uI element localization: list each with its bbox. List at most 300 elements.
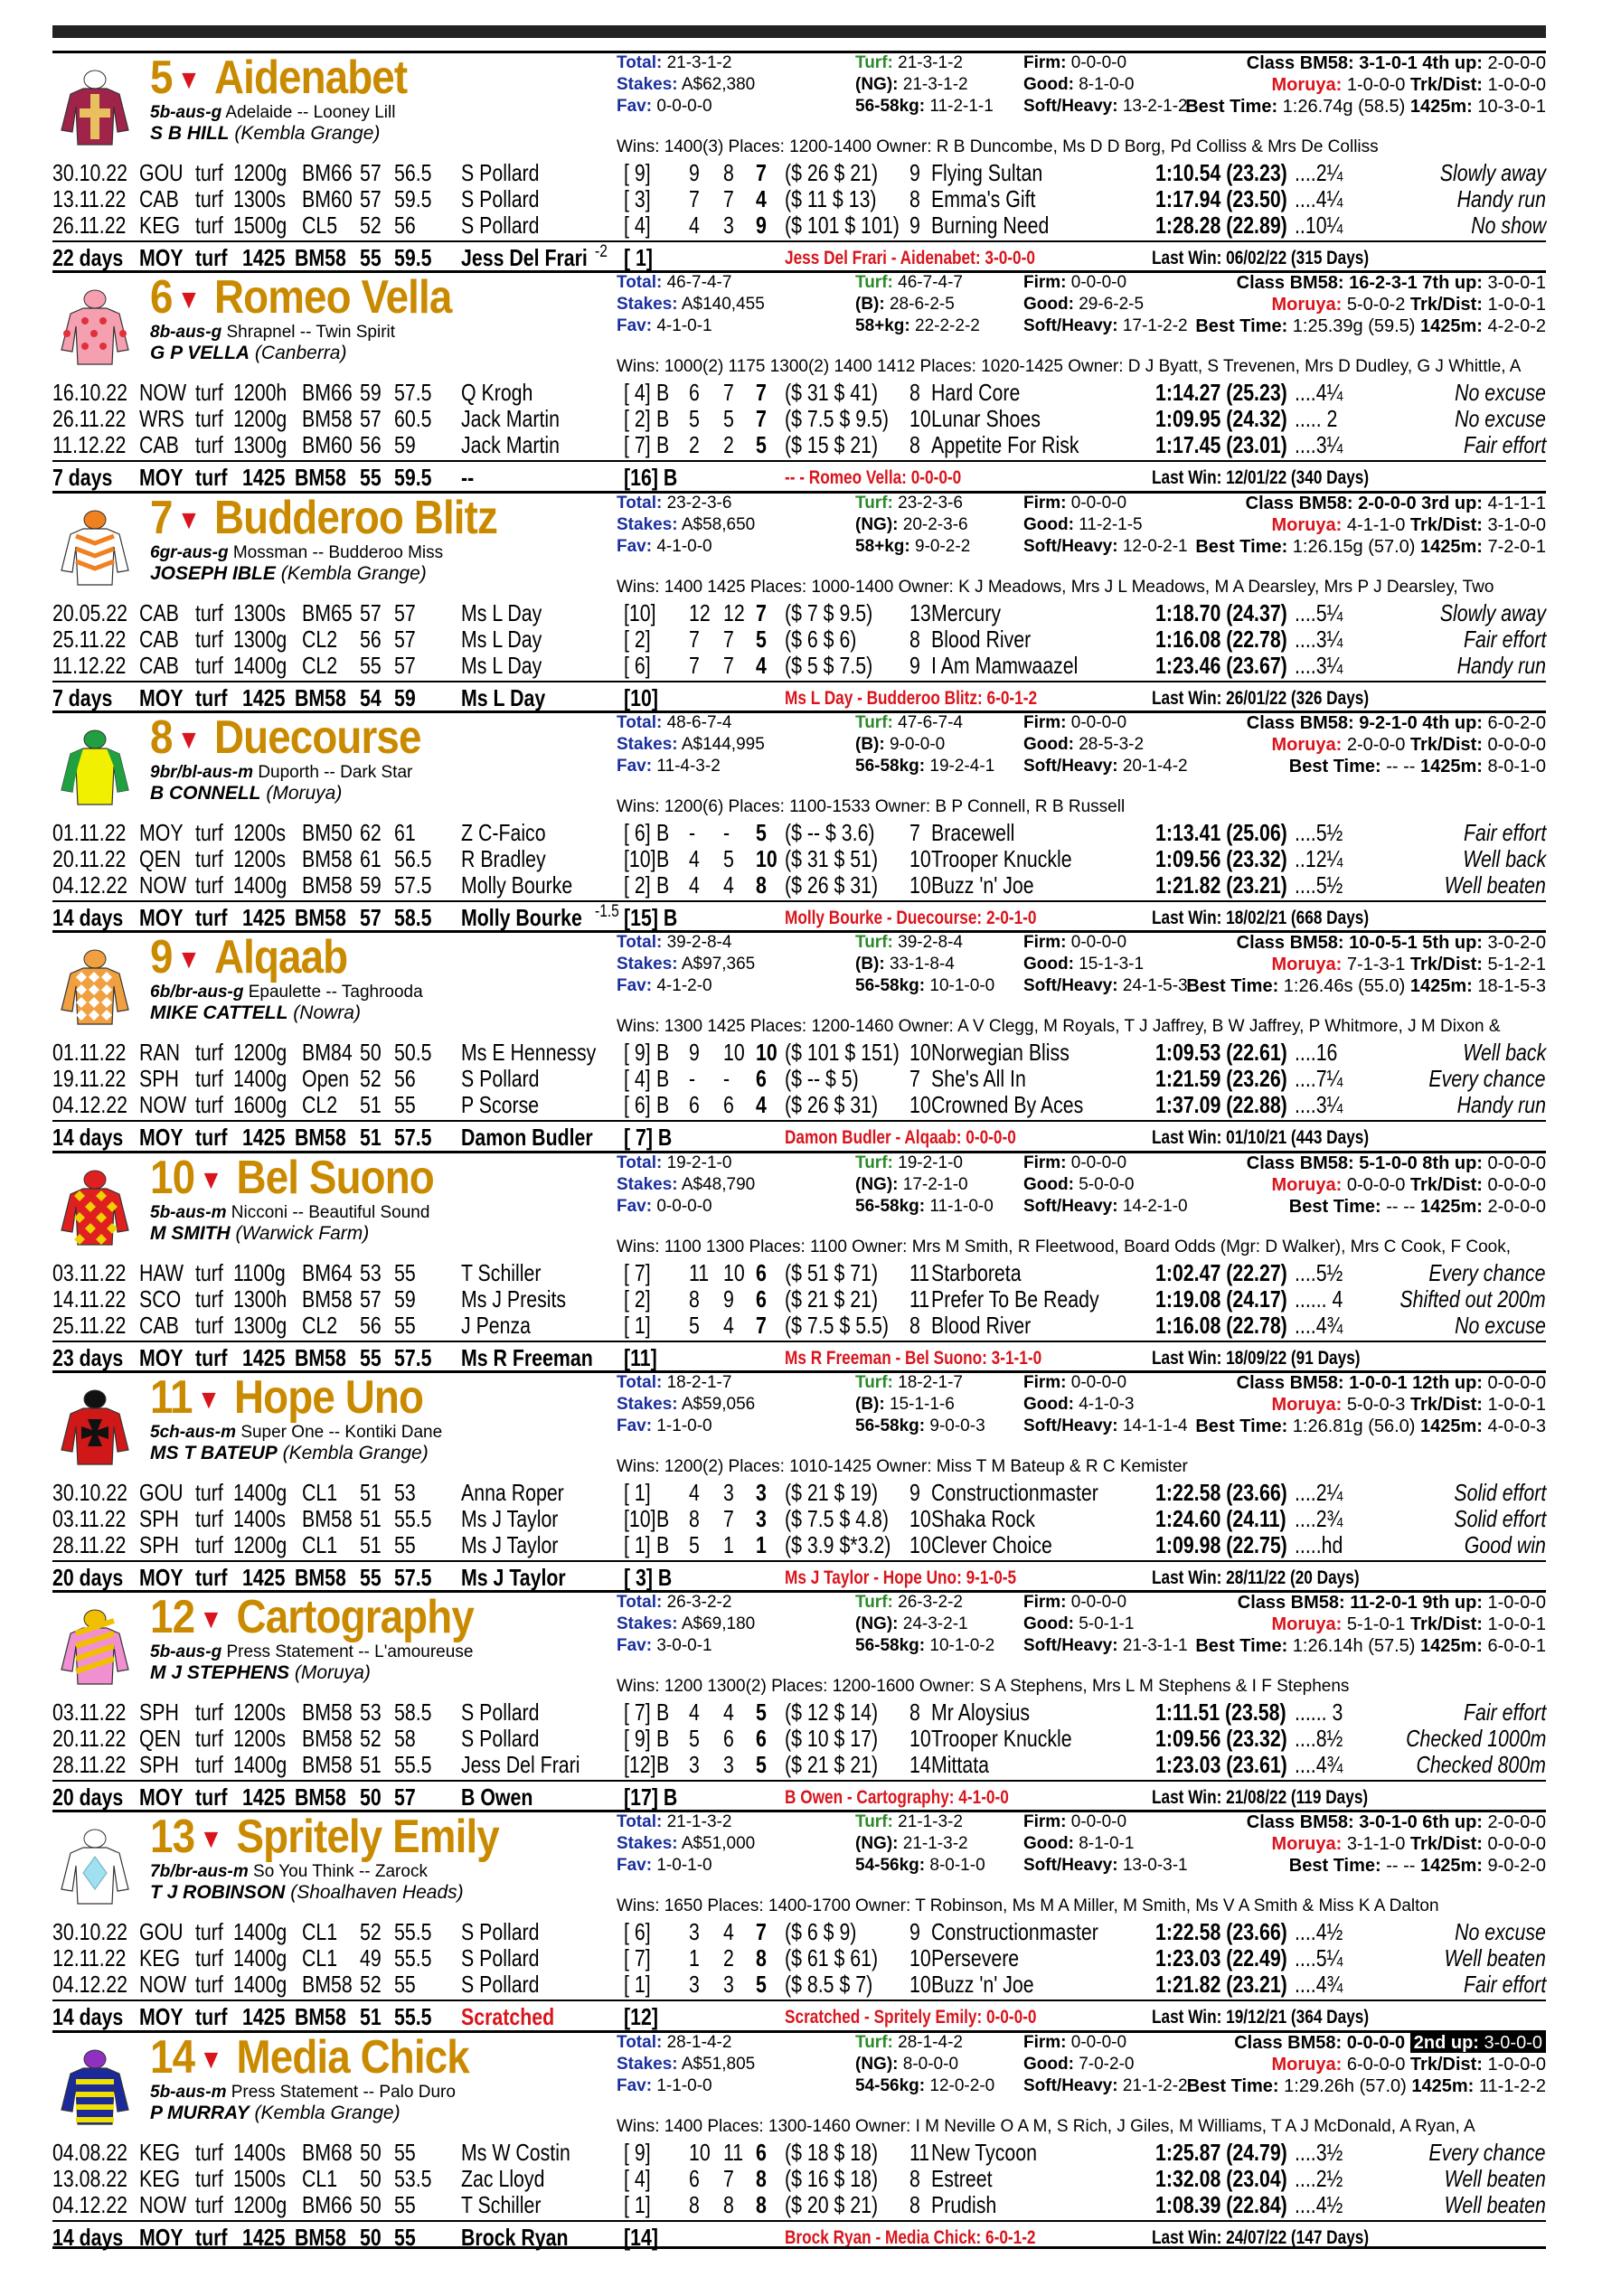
trainer-location: (Warwick Farm) bbox=[235, 1223, 370, 1244]
run-row bbox=[52, 379, 1546, 405]
class-record: Class BM58: 0-0-0-0 2nd up: 3-0-0-0 bbox=[1187, 2032, 1546, 2054]
run-mgn: ....2½ bbox=[1295, 2165, 1343, 2192]
next-rat: 55 bbox=[360, 244, 382, 271]
run-rat: 51 bbox=[360, 1531, 382, 1558]
condition-record: (NG): 17-2-1-0 bbox=[855, 1175, 968, 1194]
run-winner: Emma's Gift bbox=[931, 185, 1036, 212]
run-fs: 8 bbox=[909, 2165, 920, 2192]
venue-record: Moruya: 0-0-0-0 Trk/Dist: 0-0-0-0 bbox=[1271, 1175, 1546, 1195]
run-cls: CL1 bbox=[302, 1918, 338, 1945]
best-time: Best Time: 1:25.39g (59.5) 1425m: 4-2-0-2 bbox=[1195, 316, 1546, 336]
prize-money: Stakes: A$58,650 bbox=[617, 515, 756, 534]
condition-record: (B): 28-6-2-5 bbox=[855, 295, 955, 314]
down-triangle-icon: ▼ bbox=[176, 505, 201, 536]
next-wt: 59 bbox=[394, 684, 416, 711]
run-time: 1:23.03 (23.61) bbox=[1155, 1751, 1287, 1778]
turf-record: Turf: 19-2-1-0 bbox=[855, 1153, 963, 1172]
run-row bbox=[52, 1971, 1546, 1997]
up-record: 3rd up: 4-1-1-1 bbox=[1421, 494, 1546, 513]
run-jockey: Molly Bourke bbox=[461, 871, 573, 899]
prize-money: Stakes: A$69,180 bbox=[617, 1614, 756, 1633]
last-win: Last Win: 18/09/22 (91 Days) bbox=[1152, 1348, 1361, 1369]
run-date: 16.10.22 bbox=[52, 379, 127, 406]
run-b: B bbox=[656, 845, 670, 872]
run-winner: Estreet bbox=[931, 2165, 993, 2192]
career-stats bbox=[617, 712, 765, 777]
breeding bbox=[150, 1203, 429, 1223]
run-p2: 10 bbox=[723, 1039, 745, 1066]
down-triangle-icon: ▼ bbox=[176, 725, 201, 756]
condition-record: (NG): 20-2-3-6 bbox=[855, 515, 968, 534]
soft-record: Soft/Heavy: 13-0-3-1 bbox=[1023, 1856, 1188, 1875]
run-dist: 1100g bbox=[233, 1259, 286, 1286]
run-b: B bbox=[656, 1725, 670, 1752]
next-cls: BM58 bbox=[295, 1783, 346, 1811]
run-rat: 61 bbox=[360, 845, 382, 872]
run-comment: Well back bbox=[1462, 1039, 1546, 1066]
trainer bbox=[150, 123, 380, 145]
run-sp: ($ 6 $ 9) bbox=[785, 1918, 857, 1945]
career-total: Total: 21-3-1-2 bbox=[617, 53, 732, 72]
track-stats bbox=[1023, 52, 1188, 118]
run-p1: 3 bbox=[689, 1971, 700, 1998]
run-winner: Buzz 'n' Joe bbox=[931, 1971, 1034, 1998]
run-comment: Well beaten bbox=[1444, 871, 1546, 899]
run-wt: 55 bbox=[394, 1259, 416, 1286]
run-cls: Open bbox=[302, 1065, 350, 1092]
run-fs: 8 bbox=[909, 379, 920, 406]
run-bar: [ 7] bbox=[624, 1944, 651, 1971]
run-fs: 7 bbox=[909, 1065, 920, 1092]
condition-record: (NG): 21-1-3-2 bbox=[855, 1834, 968, 1853]
track-stats bbox=[1023, 272, 1188, 337]
run-fin: 7 bbox=[756, 379, 767, 406]
saddle-number: 12 bbox=[150, 1591, 195, 1643]
good-record: Good: 5-0-1-1 bbox=[1023, 1614, 1135, 1633]
run-dist: 1300h bbox=[233, 1285, 287, 1313]
down-triangle-icon: ▼ bbox=[199, 1604, 222, 1635]
run-p1: 4 bbox=[689, 212, 700, 239]
surface-stats bbox=[855, 272, 980, 337]
age-sex: 5b-aus-m bbox=[150, 2083, 227, 2102]
venue-record: Moruya: 1-0-0-0 Trk/Dist: 1-0-0-0 bbox=[1271, 75, 1546, 95]
run-cls: BM50 bbox=[302, 819, 353, 846]
run-bar: [ 1] bbox=[624, 1312, 651, 1339]
run-wt: 57 bbox=[394, 599, 416, 626]
saddle-number: 11 bbox=[150, 1371, 193, 1424]
favourite-record: Fav: 4-1-0-1 bbox=[617, 316, 712, 335]
trainer-location: (Moruya) bbox=[266, 783, 343, 804]
run-bar: [ 1] bbox=[624, 1971, 651, 1998]
horse-name: Budderoo Blitz bbox=[213, 492, 498, 544]
run-trk: CAB bbox=[139, 1312, 179, 1339]
run-time: 1:32.08 (23.04) bbox=[1155, 2165, 1287, 2192]
class-record: Class BM58: 3-0-1-0 6th up: 2-0-0-0 bbox=[1246, 1812, 1546, 1832]
horse-title bbox=[150, 930, 347, 984]
run-fs: 8 bbox=[909, 2191, 920, 2218]
surface-stats bbox=[855, 1372, 985, 1437]
next-days: 14 days bbox=[52, 2224, 124, 2251]
top-rule bbox=[52, 25, 1546, 38]
saddle-number: 10 bbox=[150, 1152, 195, 1204]
run-b: B bbox=[656, 1531, 670, 1558]
soft-record: Soft/Heavy: 13-2-1-2 bbox=[1023, 97, 1188, 116]
run-jockey: S Pollard bbox=[461, 212, 540, 239]
run-mgn: ....4¾ bbox=[1295, 1971, 1343, 1998]
run-comment: Handy run bbox=[1456, 652, 1546, 679]
run-row bbox=[52, 1531, 1546, 1557]
next-cls: BM58 bbox=[295, 1124, 346, 1151]
run-mgn: ....3¼ bbox=[1295, 1091, 1343, 1118]
age-sex: 5b-aus-g bbox=[150, 1642, 222, 1661]
run-bar: [ 6] bbox=[624, 819, 651, 846]
run-sp: ($ 6 $ 6) bbox=[785, 626, 857, 653]
age-sex: 9br/bl-aus-m bbox=[150, 763, 254, 782]
trainer-location: (Kembla Grange) bbox=[282, 1443, 429, 1463]
favourite-record: Fav: 1-1-0-0 bbox=[617, 2076, 712, 2095]
run-wt: 55.5 bbox=[394, 1944, 432, 1971]
run-sp: ($ 7.5 $ 4.8) bbox=[785, 1505, 889, 1532]
run-dist: 1200s bbox=[233, 819, 287, 846]
run-date: 04.08.22 bbox=[52, 2139, 127, 2166]
next-bar: [ 7] B bbox=[624, 1124, 673, 1151]
run-dist: 1200s bbox=[233, 1698, 287, 1726]
next-cls: BM58 bbox=[295, 904, 346, 931]
up-record: 7th up: 3-0-0-1 bbox=[1422, 273, 1546, 293]
good-record: Good: 8-1-0-1 bbox=[1023, 1834, 1135, 1853]
run-comment: Fair effort bbox=[1463, 1698, 1546, 1726]
next-jockey: Brock Ryan bbox=[461, 2224, 569, 2251]
next-trk: MOY bbox=[139, 1783, 184, 1811]
run-jockey: Q Krogh bbox=[461, 379, 533, 406]
run-jockey: Ms L Day bbox=[461, 626, 542, 653]
run-wt: 59 bbox=[394, 431, 416, 458]
run-jockey: R Bradley bbox=[461, 845, 546, 872]
run-trk: NOW bbox=[139, 871, 187, 899]
run-surf: turf bbox=[195, 652, 223, 679]
run-p2: 6 bbox=[723, 1725, 734, 1752]
next-jockey: B Owen bbox=[461, 1783, 533, 1811]
run-bar: [ 1] bbox=[624, 2191, 651, 2218]
run-rat: 51 bbox=[360, 1479, 382, 1506]
run-time: 1:09.56 (23.32) bbox=[1155, 1725, 1287, 1752]
run-cls: BM58 bbox=[302, 1505, 353, 1532]
horse-name: Duecourse bbox=[213, 711, 421, 764]
run-rat: 51 bbox=[360, 1751, 382, 1778]
run-mgn: ....16 bbox=[1295, 1039, 1338, 1066]
run-fs: 9 bbox=[909, 159, 920, 186]
run-p1: 12 bbox=[689, 599, 711, 626]
run-jockey: Ms J Presits bbox=[461, 1285, 567, 1313]
run-bar: [ 7] bbox=[624, 1259, 651, 1286]
class-record: Class BM58: 9-2-1-0 4th up: 6-0-2-0 bbox=[1246, 713, 1546, 733]
run-comment: Fair effort bbox=[1463, 626, 1546, 653]
soft-record: Soft/Heavy: 21-3-1-1 bbox=[1023, 1636, 1188, 1655]
run-mgn: ..10¼ bbox=[1295, 212, 1343, 239]
run-time: 1:21.82 (23.21) bbox=[1155, 1971, 1287, 1998]
run-comment: Well beaten bbox=[1444, 1944, 1546, 1971]
run-fs: 10 bbox=[909, 1039, 931, 1066]
run-winner: Flying Sultan bbox=[931, 159, 1043, 186]
next-jockey: Scratched bbox=[461, 2003, 555, 2030]
condition-record: (B): 9-0-0-0 bbox=[855, 735, 946, 754]
run-p2: 12 bbox=[723, 599, 745, 626]
age-sex: 5b-aus-g bbox=[150, 103, 222, 122]
run-comment: Handy run bbox=[1456, 1091, 1546, 1118]
run-p1: 8 bbox=[689, 1505, 700, 1532]
favourite-record: Fav: 4-1-2-0 bbox=[617, 976, 712, 995]
trainer-name: P MURRAY bbox=[150, 2103, 250, 2123]
run-jockey: P Scorse bbox=[461, 1091, 540, 1118]
run-trk: NOW bbox=[139, 1091, 187, 1118]
run-p2: 8 bbox=[723, 2191, 734, 2218]
good-record: Good: 29-6-2-5 bbox=[1023, 295, 1145, 314]
run-comment: No excuse bbox=[1455, 405, 1546, 432]
down-triangle-icon: ▼ bbox=[176, 945, 201, 975]
todays-race bbox=[52, 460, 1546, 493]
run-trk: GOU bbox=[139, 159, 184, 186]
run-p1: 9 bbox=[689, 1039, 700, 1066]
run-surf: turf bbox=[195, 1479, 223, 1506]
run-bar: [ 2] bbox=[624, 871, 651, 899]
up-record: 5th up: 3-0-2-0 bbox=[1422, 933, 1546, 953]
run-time: 1:23.46 (23.67) bbox=[1155, 652, 1287, 679]
last-win: Last Win: 28/11/22 (20 Days) bbox=[1152, 1567, 1360, 1588]
run-sp: ($ 15 $ 21) bbox=[785, 431, 879, 458]
class-record: Class BM58: 16-2-3-1 7th up: 3-0-0-1 bbox=[1236, 273, 1546, 293]
run-cls: CL2 bbox=[302, 652, 338, 679]
run-mgn: ....8½ bbox=[1295, 1725, 1343, 1752]
run-surf: turf bbox=[195, 1531, 223, 1558]
run-p1: 7 bbox=[689, 652, 700, 679]
next-bar: [17] B bbox=[624, 1783, 678, 1811]
wins-owner: Wins: 1400(3) Places: 1200-1400 Owner: R B Duncombe, Ms D D Borg, Pd Colliss & Mrs De Colliss bbox=[617, 137, 1379, 156]
pedigree: Press Statement -- L'amoureuse bbox=[226, 1642, 474, 1661]
run-date: 20.05.22 bbox=[52, 599, 127, 626]
run-date: 28.11.22 bbox=[52, 1751, 127, 1778]
recent-runs bbox=[52, 2139, 1546, 2217]
run-cls: BM60 bbox=[302, 185, 353, 212]
next-rat: 54 bbox=[360, 684, 382, 711]
next-bar: [14] bbox=[624, 2224, 658, 2251]
next-bar: [16] B bbox=[624, 464, 678, 491]
career-total: Total: 21-1-3-2 bbox=[617, 1812, 732, 1831]
run-fs: 10 bbox=[909, 871, 931, 899]
run-fs: 9 bbox=[909, 1479, 920, 1506]
run-p1: 3 bbox=[689, 1751, 700, 1778]
run-date: 26.11.22 bbox=[52, 212, 127, 239]
breeding bbox=[150, 543, 443, 563]
todays-race bbox=[52, 681, 1546, 713]
last-win: Last Win: 01/10/21 (443 Days) bbox=[1152, 1127, 1370, 1148]
next-cls: BM58 bbox=[295, 2003, 346, 2030]
run-surf: turf bbox=[195, 1285, 223, 1313]
trainer-location: (Moruya) bbox=[294, 1662, 371, 1683]
down-triangle-icon: ▼ bbox=[199, 1824, 222, 1855]
run-wt: 55 bbox=[394, 1312, 416, 1339]
run-mgn: ....5½ bbox=[1295, 871, 1343, 899]
horse-title bbox=[150, 491, 497, 545]
run-dist: 1200s bbox=[233, 845, 287, 872]
run-jockey: J Penza bbox=[461, 1312, 532, 1339]
run-fin: 5 bbox=[756, 1698, 767, 1726]
run-fin: 10 bbox=[756, 1039, 777, 1066]
career-stats bbox=[617, 932, 755, 997]
jockey-horse-record: Scratched - Spritely Emily: 0-0-0-0 bbox=[785, 2007, 1037, 2028]
run-trk: RAN bbox=[139, 1039, 181, 1066]
good-record: Good: 15-1-3-1 bbox=[1023, 955, 1145, 974]
run-winner: She's All In bbox=[931, 1065, 1026, 1092]
run-bar: [ 4] bbox=[624, 2165, 651, 2192]
run-dist: 1400g bbox=[233, 871, 287, 899]
last-win: Last Win: 26/01/22 (326 Days) bbox=[1152, 688, 1370, 709]
trainer-location: (Kembla Grange) bbox=[254, 2103, 400, 2123]
run-surf: turf bbox=[195, 405, 223, 432]
jockey-horse-record: Damon Budler - Alqaab: 0-0-0-0 bbox=[785, 1127, 1016, 1148]
todays-race bbox=[52, 1780, 1546, 1812]
run-fs: 10 bbox=[909, 1971, 931, 1998]
turf-record: Turf: 26-3-2-2 bbox=[855, 1593, 963, 1612]
run-row bbox=[52, 652, 1546, 678]
career-total: Total: 28-1-4-2 bbox=[617, 2033, 732, 2052]
run-comment: Shifted out 200m bbox=[1399, 1285, 1546, 1313]
run-fs: 11 bbox=[909, 2139, 930, 2166]
run-fin: 5 bbox=[756, 626, 767, 653]
run-dist: 1400g bbox=[233, 1971, 287, 1998]
run-row bbox=[52, 2139, 1546, 2165]
run-p1: - bbox=[689, 819, 696, 846]
run-surf: turf bbox=[195, 1944, 223, 1971]
last-win: Last Win: 12/01/22 (340 Days) bbox=[1152, 467, 1370, 488]
next-dist: 1425 bbox=[242, 2003, 286, 2030]
career-total: Total: 23-2-3-6 bbox=[617, 494, 732, 513]
run-sp: ($ 101 $ 101) bbox=[785, 212, 900, 239]
horse-name: Bel Suono bbox=[236, 1152, 434, 1204]
run-row bbox=[52, 599, 1546, 626]
run-jockey: Ms W Costin bbox=[461, 2139, 570, 2166]
run-fin: 6 bbox=[756, 2139, 767, 2166]
weight-record: 58+kg: 22-2-2-2 bbox=[855, 316, 980, 335]
run-time: 1:37.09 (22.88) bbox=[1155, 1091, 1287, 1118]
prize-money: Stakes: A$97,365 bbox=[617, 955, 756, 974]
run-comment: Solid effort bbox=[1454, 1505, 1546, 1532]
run-row bbox=[52, 1751, 1546, 1777]
firm-record: Firm: 0-0-0-0 bbox=[1023, 713, 1127, 732]
pedigree: So You Think -- Zarock bbox=[253, 1862, 428, 1881]
next-cls: BM58 bbox=[295, 1344, 346, 1371]
run-cls: BM60 bbox=[302, 431, 353, 458]
run-mgn: ....4¾ bbox=[1295, 1312, 1343, 1339]
run-mgn: ...... 4 bbox=[1295, 1285, 1343, 1313]
horse-title bbox=[150, 1810, 499, 1864]
run-trk: WRS bbox=[139, 405, 184, 432]
firm-record: Firm: 0-0-0-0 bbox=[1023, 494, 1127, 513]
run-p1: 2 bbox=[689, 431, 700, 458]
run-comment: Every chance bbox=[1428, 1259, 1546, 1286]
run-dist: 1400g bbox=[233, 1479, 287, 1506]
run-fs: 14 bbox=[909, 1751, 931, 1778]
run-bar: [ 9] bbox=[624, 159, 651, 186]
run-trk: KEG bbox=[139, 1944, 181, 1971]
run-winner: Mr Aloysius bbox=[931, 1698, 1030, 1726]
run-comment: No excuse bbox=[1455, 1918, 1546, 1945]
career-total: Total: 46-7-4-7 bbox=[617, 273, 732, 292]
run-time: 1:09.98 (22.75) bbox=[1155, 1531, 1287, 1558]
run-trk: CAB bbox=[139, 626, 179, 653]
run-trk: NOW bbox=[139, 379, 187, 406]
run-wt: 59.5 bbox=[394, 185, 432, 212]
run-fin: 7 bbox=[756, 159, 767, 186]
run-dist: 1300g bbox=[233, 431, 287, 458]
run-cls: CL2 bbox=[302, 1091, 338, 1118]
run-surf: turf bbox=[195, 1725, 223, 1752]
run-row bbox=[52, 1065, 1546, 1091]
next-trk: MOY bbox=[139, 904, 184, 931]
down-triangle-icon: ▼ bbox=[199, 2045, 222, 2075]
run-date: 03.11.22 bbox=[52, 1698, 127, 1726]
run-row bbox=[52, 185, 1546, 212]
run-p1: 5 bbox=[689, 405, 700, 432]
next-trk: MOY bbox=[139, 1564, 184, 1591]
todays-race bbox=[52, 1341, 1546, 1373]
career-total: Total: 18-2-1-7 bbox=[617, 1373, 732, 1392]
class-stats bbox=[1187, 2032, 1546, 2097]
trainer-location: (Shoalhaven Heads) bbox=[290, 1882, 464, 1903]
wins-owner: Wins: 1200(2) Places: 1010-1425 Owner: Miss T M Bateup & R C Kemister bbox=[617, 1457, 1188, 1476]
wins-owner: Wins: 1300 1425 Places: 1200-1460 Owner: A V Clegg, M Royals, T J Jaffrey, B W Jaffrey, P Whitmore, J M Dixon & bbox=[617, 1017, 1501, 1036]
next-rat: 55 bbox=[360, 1344, 382, 1371]
run-wt: 53 bbox=[394, 1479, 416, 1506]
todays-race bbox=[52, 2000, 1546, 2032]
condition-record: (B): 33-1-8-4 bbox=[855, 955, 955, 974]
run-time: 1:09.56 (23.32) bbox=[1155, 845, 1287, 872]
run-fs: 11 bbox=[909, 1259, 930, 1286]
best-time: Best Time: 1:26.74g (58.5) 1425m: 10-3-0-1 bbox=[1185, 97, 1546, 117]
todays-race bbox=[52, 900, 1546, 933]
run-mgn: ....7¼ bbox=[1295, 1065, 1343, 1092]
next-wt: 57.5 bbox=[394, 1344, 432, 1371]
horse-name: Cartography bbox=[236, 1591, 474, 1643]
run-comment: No excuse bbox=[1455, 379, 1546, 406]
trainer-name: S B HILL bbox=[150, 123, 230, 144]
run-fin: 4 bbox=[756, 1091, 767, 1118]
horse-name: Romeo Vella bbox=[213, 271, 452, 324]
condition-record: (NG): 24-3-2-1 bbox=[855, 1614, 968, 1633]
run-winner: Starboreta bbox=[931, 1259, 1022, 1286]
run-fs: 10 bbox=[909, 405, 931, 432]
next-jockey: Jess Del Frari bbox=[461, 244, 588, 271]
run-winner: Shaka Rock bbox=[931, 1505, 1035, 1532]
run-time: 1:18.70 (24.37) bbox=[1155, 599, 1287, 626]
horse-title bbox=[150, 270, 451, 325]
run-comment: No show bbox=[1471, 212, 1546, 239]
saddle-number: 6 bbox=[150, 271, 173, 324]
run-wt: 56 bbox=[394, 1065, 416, 1092]
next-cls: BM58 bbox=[295, 1564, 346, 1591]
next-jockey: Ms J Taylor bbox=[461, 1564, 566, 1591]
run-mgn: ....3½ bbox=[1295, 2139, 1343, 2166]
next-claim: -2 bbox=[595, 242, 608, 261]
run-cls: BM58 bbox=[302, 1971, 353, 1998]
wins-owner: Wins: 1100 1300 Places: 1100 Owner: Mrs M Smith, R Fleetwood, Board Odds (Mgr: D Walker), Mrs C Cook, F Cook, bbox=[617, 1237, 1512, 1256]
jockey-horse-record: Molly Bourke - Duecourse: 2-0-1-0 bbox=[785, 908, 1037, 928]
venue-record: Moruya: 5-1-0-1 Trk/Dist: 1-0-0-1 bbox=[1271, 1614, 1546, 1634]
next-dist: 1425 bbox=[242, 904, 286, 931]
next-wt: 57.5 bbox=[394, 1124, 432, 1151]
run-row bbox=[52, 1918, 1546, 1944]
breeding bbox=[150, 323, 395, 343]
run-p2: 7 bbox=[723, 185, 734, 212]
